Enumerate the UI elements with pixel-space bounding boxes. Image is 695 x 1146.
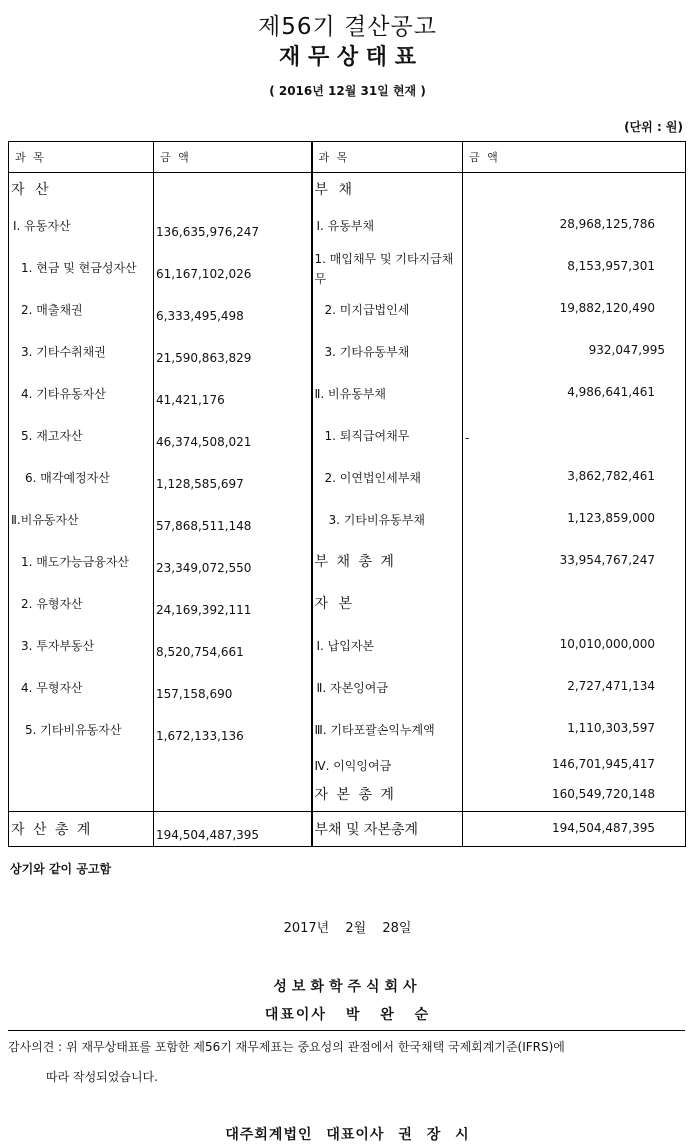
- row-amount: 24,169,392,111: [156, 603, 252, 617]
- row-label: 2. 미지급법인세: [324, 303, 410, 317]
- row-label: 1. 퇴직급여채무: [324, 429, 410, 443]
- table-row: [9, 499, 686, 541]
- audit-opinion-line2: 따라 작성되었습니다.: [46, 1070, 158, 1084]
- table-row: [9, 625, 686, 667]
- table-row: [9, 709, 686, 751]
- row-label: Ⅲ. 기타포괄손익누계액: [314, 723, 435, 737]
- assets-total-amount: 194,504,487,395: [156, 828, 260, 842]
- row-label: Ⅰ. 유동자산: [13, 219, 71, 233]
- table-header: [9, 142, 686, 173]
- row-label: 2. 유형자산: [21, 597, 83, 611]
- row-amount: 157,158,690: [156, 687, 233, 701]
- row-amount: 21,590,863,829: [156, 351, 252, 365]
- row-amount: 3,862,782,461: [567, 469, 655, 483]
- notice-text: 상기와 같이 공고함: [10, 862, 112, 876]
- row-label: 3. 기타유동부채: [324, 345, 410, 359]
- row-label: 3. 기타비유동부채: [328, 513, 425, 527]
- table-row: [9, 667, 686, 709]
- row-label: 3. 기타수취채권: [21, 345, 106, 359]
- row-amount: 4,986,641,461: [567, 385, 655, 399]
- notice-title: 제56기 결산공고: [258, 14, 437, 40]
- row-label: 2. 이연법인세부채: [324, 471, 421, 485]
- row-amount: 1,110,303,597: [567, 721, 655, 735]
- row-label: 5. 재고자산: [21, 429, 83, 443]
- total-row: [9, 812, 686, 847]
- row-label: Ⅰ. 납입자본: [316, 639, 375, 653]
- auditor-name: 대주회계법인 대표이사 권 장 시: [225, 1127, 470, 1143]
- table-row: [9, 583, 686, 625]
- statement-date: ( 2016년 12월 31일 현재 ): [269, 84, 426, 98]
- assets-section: 자 산: [11, 182, 52, 198]
- row-label: 2. 매출채권: [21, 303, 83, 317]
- row-label: Ⅱ. 비유동부채: [314, 387, 386, 401]
- row-amount: -: [465, 431, 470, 445]
- statement-title: 재 무 상 태 표: [279, 45, 416, 70]
- row-label: 1. 매도가능금융자산: [21, 555, 130, 569]
- table-row: [9, 781, 686, 812]
- row-amount: 8,520,754,661: [156, 645, 244, 659]
- header-item: 과 목: [318, 151, 350, 164]
- row-amount: 1,672,133,136: [156, 729, 244, 743]
- row-label: Ⅰ. 유동부채: [316, 219, 375, 233]
- row-amount: 6,333,495,498: [156, 309, 244, 323]
- row-label: 5. 기타비유동자산: [25, 723, 122, 737]
- divider: [8, 1030, 685, 1031]
- row-amount: 146,701,945,417: [551, 757, 655, 771]
- header-amount: 금 액: [160, 151, 191, 164]
- row-label: Ⅳ. 이익잉여금: [314, 759, 392, 773]
- table-row: [9, 415, 686, 457]
- liabilities-total-label: 부 채 총 계: [314, 554, 396, 570]
- grand-total-amount: 194,504,487,395: [551, 821, 655, 835]
- row-amount: 10,010,000,000: [559, 637, 655, 651]
- table-row: [9, 205, 686, 247]
- row-label: Ⅱ. 자본잉여금: [316, 681, 388, 695]
- row-label: 4. 기타유동자산: [21, 387, 106, 401]
- equity-total-label: 자 본 총 계: [314, 787, 396, 803]
- row-label: 1. 현금 및 현금성자산: [21, 261, 137, 275]
- table-row: [9, 331, 686, 373]
- table-row: [9, 541, 686, 583]
- table-row: [9, 751, 686, 781]
- equity-section: 자 본: [314, 596, 355, 612]
- row-amount: 1,128,585,697: [156, 477, 244, 491]
- row-label: 6. 매각예정자산: [25, 471, 110, 485]
- table-row: [9, 247, 686, 289]
- row-label: 4. 무형자산: [21, 681, 83, 695]
- row-amount: 23,349,072,550: [156, 561, 252, 575]
- table-row: [9, 457, 686, 499]
- row-label: 1. 매입채무 및 기타지급채무: [314, 252, 454, 286]
- table-row: [9, 373, 686, 415]
- assets-total-label: 자 산 총 계: [11, 822, 93, 838]
- audit-opinion-line1: 감사의견 : 위 재무상태표를 포함한 제56기 재무제표는 중요성의 관점에서 한국채택 국제회계기준(IFRS)에: [8, 1040, 565, 1054]
- table-row: [9, 173, 686, 206]
- balance-sheet-table: [8, 141, 686, 847]
- row-label: 3. 투자부동산: [21, 639, 95, 653]
- row-amount: 41,421,176: [156, 393, 225, 407]
- company-name: 성보화학주식회사: [273, 979, 422, 995]
- ceo-name: 대표이사 박 완 순: [264, 1007, 431, 1023]
- equity-total-amount: 160,549,720,148: [551, 787, 655, 801]
- row-amount: 19,882,120,490: [559, 301, 655, 315]
- liabilities-section: 부 채: [314, 182, 355, 198]
- row-amount: 932,047,995: [588, 343, 665, 357]
- header-item: 과 목: [15, 151, 46, 164]
- row-amount: 57,868,511,148: [156, 519, 252, 533]
- row-amount: 2,727,471,134: [567, 679, 655, 693]
- row-amount: 1,123,859,000: [567, 511, 655, 525]
- row-amount: 136,635,976,247: [156, 225, 260, 239]
- row-amount: 61,167,102,026: [156, 267, 252, 281]
- table-row: [9, 289, 686, 331]
- row-label: Ⅱ.비유동자산: [11, 513, 79, 527]
- row-amount: 8,153,957,301: [567, 259, 655, 273]
- liabilities-total-amount: 33,954,767,247: [559, 553, 655, 567]
- grand-total-label: 부채 및 자본총계: [314, 822, 419, 838]
- header-amount: 금 액: [469, 151, 500, 164]
- notice-date: 2017년 2월 28일: [283, 921, 412, 936]
- unit-label: (단위 : 원): [624, 120, 683, 134]
- row-amount: 28,968,125,786: [559, 217, 655, 231]
- row-amount: 46,374,508,021: [156, 435, 252, 449]
